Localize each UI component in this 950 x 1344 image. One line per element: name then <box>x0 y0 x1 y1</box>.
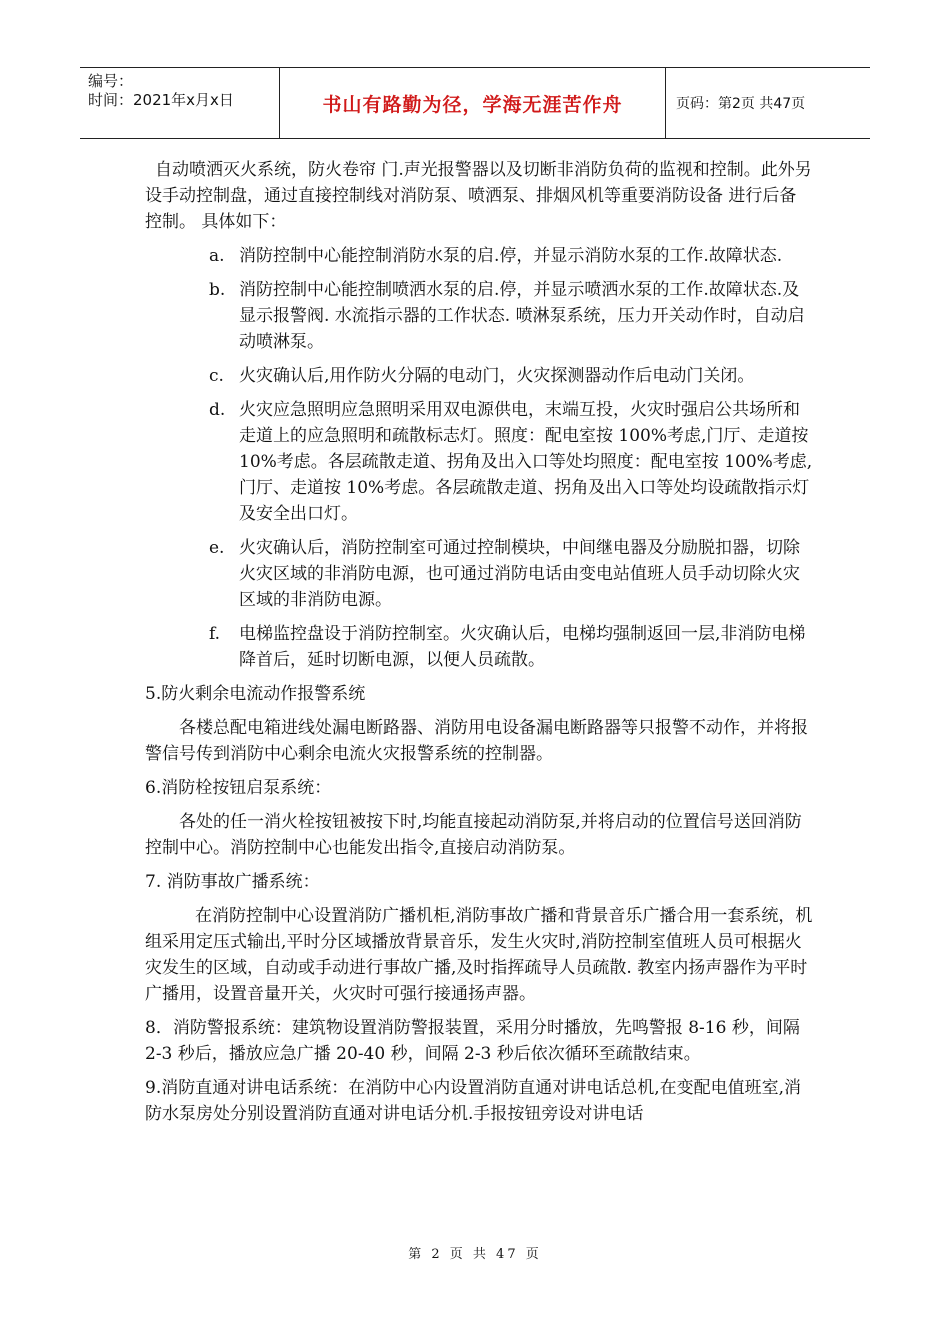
header-meta <box>80 68 280 138</box>
document-body <box>145 157 813 1135</box>
page-footer: 第 2 页 共 47 页 <box>408 1247 542 1262</box>
section-8-text: 8．消防警报系统：建筑物设置消防警报装置，采用分时播放，先鸣警报 8-16 秒，间隔 2-3 秒后，播放应急广播 20-40 秒，间隔 2-3 秒后依次循环至疏散结束。 <box>145 1018 800 1064</box>
list-item-text: 电梯监控盘设于消防控制室。火灾确认后，电梯均强制返回一层,非消防电梯降首后，延时切断电源，以便人员疏散。 <box>239 624 806 670</box>
code-label: 编号： <box>88 72 134 90</box>
header-motto: 书山有路勤为径，学海无涯苦作舟 <box>280 68 666 138</box>
intro-paragraph: 自动喷洒灭火系统，防火卷帘 门.声光报警器以及切断非消防负荷的监视和控制。此外另设手动控制盘，通过直接控制线对消防泵、喷洒泵、排烟风机等重要消防设备 进行后备控制。 具体如下： <box>145 160 812 232</box>
section-7-text: 在消防控制中心设置消防广播机柜,消防事故广播和背景音乐广播合用一套系统，机组采用定压式输出,平时分区域播放背景音乐，发生火灾时,消防控制室值班人员可根据火灾发生的区域，自动或手动进行事故广播,及时指挥疏导人员疏散. 教室内扬声器作为平时广播用，设置音量开关，火灾时可强行接通扬声器。 <box>145 906 813 1004</box>
list-marker: d. <box>209 400 226 420</box>
section-5-title: 5.防火剩余电流动作报警系统 <box>145 684 366 704</box>
list-item-text: 火灾确认后,用作防火分隔的电动门，火灾探测器动作后电动门关闭。 <box>239 366 755 386</box>
list-marker: a. <box>209 246 225 266</box>
list-marker: f. <box>209 624 221 644</box>
list-item-text: 消防控制中心能控制消防水泵的启.停，并显示消防水泵的工作.故障状态. <box>239 246 783 266</box>
list-item-a <box>145 243 813 269</box>
list-item-text: 消防控制中心能控制喷洒水泵的启.停，并显示喷洒水泵的工作.故障状态.及显示报警阀. 水流指示器的工作状态. 喷淋泵系统，压力开关动作时，自动启动喷淋泵。 <box>239 280 805 352</box>
section-6-title: 6.消防栓按钮启泵系统： <box>145 778 332 798</box>
section-9-text: 9.消防直通对讲电话系统：在消防中心内设置消防直通对讲电话总机,在变配电值班室,消防水泵房处分别设置消防直通对讲电话分机.手报按钮旁设对讲电话 <box>145 1078 802 1124</box>
list-item-c <box>145 363 813 389</box>
list-marker: c. <box>209 366 224 386</box>
section-5-text: 各楼总配电箱进线处漏电断路器、消防用电设备漏电断路器等只报警不动作，并将报警信号传到消防中心剩余电流火灾报警系统的控制器。 <box>145 718 808 764</box>
list-item-e <box>145 535 813 613</box>
list-marker: b. <box>209 280 226 300</box>
section-7-title: 7. 消防事故广播系统： <box>145 872 320 892</box>
list-item-d <box>145 397 813 527</box>
list-item-text: 火灾确认后，消防控制室可通过控制模块，中间继电器及分励脱扣器，切除火灾区域的非消防电源，也可通过消防电话由变电站值班人员手动切除火灾区域的非消防电源。 <box>239 538 800 610</box>
page-header <box>80 67 870 139</box>
time-label: 时间：2021年x月x日 <box>88 91 234 109</box>
header-page-info: 页码：第2页 共47页 <box>676 96 806 112</box>
list-marker: e. <box>209 538 225 558</box>
section-6-text: 各处的任一消火栓按钮被按下时,均能直接起动消防泵,并将启动的位置信号送回消防控制中心。消防控制中心也能发出指令,直接启动消防泵。 <box>145 812 802 858</box>
list-item-f <box>145 621 813 673</box>
list-item-text: 火灾应急照明应急照明采用双电源供电，末端互投，火灾时强启公共场所和走道上的应急照明和疏散标志灯。照度：配电室按 100%考虑,门厅、走道按 10%考虑。各层疏散走道、拐角及出入口等处均照度：配电室按 100%考虑,门厅、走道按 10%考虑。各层疏散走道、拐角及出入口等处均设疏散指示灯及安全出口灯。 <box>239 400 813 524</box>
list-item-b <box>145 277 813 355</box>
